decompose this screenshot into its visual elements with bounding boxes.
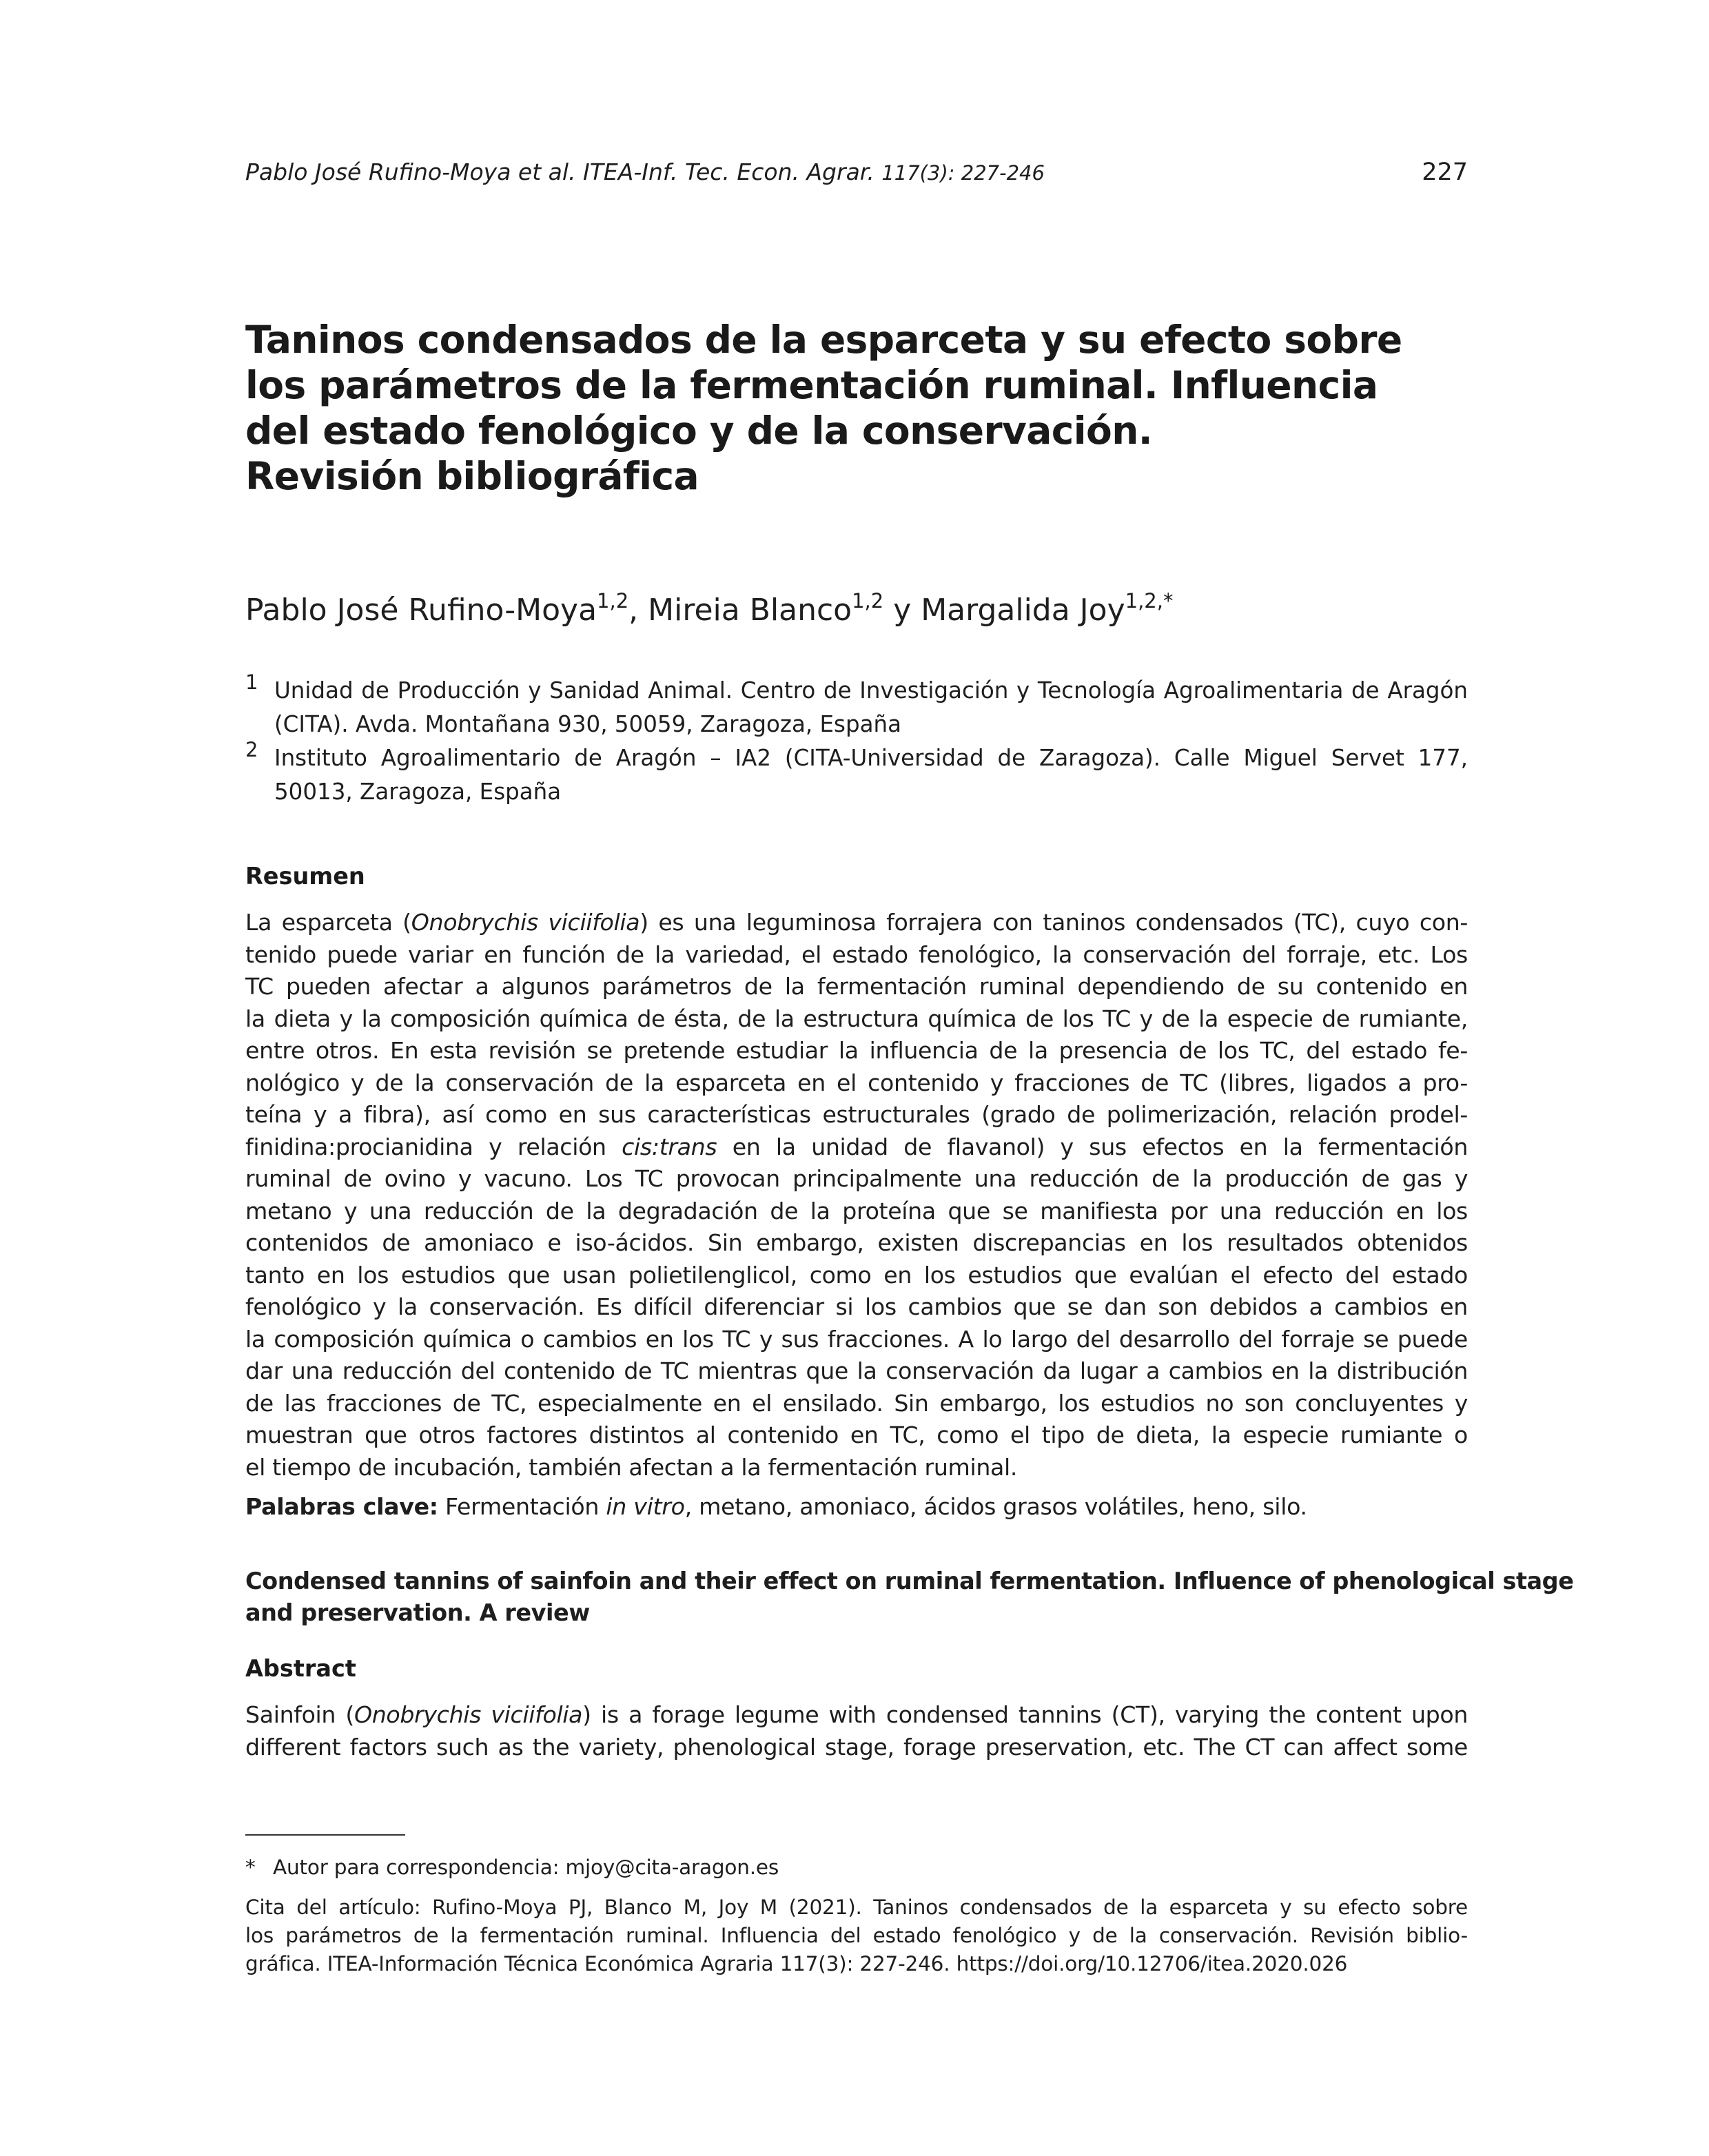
title-line: Taninos condensados de la esparceta y su efecto sobre bbox=[245, 318, 1402, 362]
article-title bbox=[245, 317, 1417, 499]
citation-line: gráfica. ITEA-Información Técnica Económica Agraria 117(3): 227-246. https://doi.org/10.12706/itea.2020.026 bbox=[245, 1952, 1348, 1975]
species-name: Onobrychis viciifolia bbox=[354, 1701, 583, 1728]
header-citation: Pablo José Rufino-Moya et al. ITEA-Inf. Tec. Econ. Agrar. bbox=[245, 158, 874, 185]
affiliations bbox=[245, 670, 1468, 809]
resumen-line: dar una reducción del contenido de TC mientras que la conservación da lugar a cambios en la distribución bbox=[245, 1357, 1468, 1384]
footnote-asterisk: * bbox=[245, 1856, 256, 1879]
resumen-line: tenido puede variar en función de la variedad, el estado fenológico, la conservación del forraje, etc. Los bbox=[245, 941, 1468, 968]
resumen-line: fenológico y la conservación. Es difícil diferenciar si los cambios que se dan son debidos a cambios en bbox=[245, 1293, 1468, 1320]
italic-term: cis:trans bbox=[622, 1133, 717, 1160]
author-name: , Mireia Blanco bbox=[628, 593, 852, 628]
resumen-line: teína y a fibra), así como en sus características estructurales (grado de polimerización, relación prodel- bbox=[245, 1101, 1468, 1128]
resumen-line: de las fracciones de TC, especialmente en el ensilado. Sin embargo, los estudios no son concluyentes y bbox=[245, 1389, 1468, 1417]
text-run: ) is a forage legume with condensed tannins (CT), varying the content upon bbox=[582, 1701, 1468, 1728]
english-title-line: Condensed tannins of sainfoin and their effect on ruminal fermentation. Influence of phenological stage bbox=[245, 1568, 1574, 1594]
text-run: finidina:procianidina y relación bbox=[245, 1133, 622, 1160]
author-affiliation-mark: 1,2 bbox=[597, 589, 629, 613]
resumen-line: ruminal de ovino y vacuno. Los TC provocan principalmente una reducción de la producción de gas y bbox=[245, 1165, 1468, 1192]
english-title-line: and preservation. A review bbox=[245, 1599, 590, 1626]
keywords bbox=[245, 1491, 1307, 1523]
page-number: 227 bbox=[1422, 158, 1468, 186]
correspondence-text: Autor para correspondencia: mjoy@cita-aragon.es bbox=[273, 1856, 779, 1879]
affiliation-text: Instituto Agroalimentario de Aragón – IA2 (CITA-Universidad de Zaragoza). Calle Miguel Servet 177, 50013, Zaragoza, España bbox=[274, 745, 1468, 805]
footnote-divider bbox=[245, 1834, 405, 1836]
text-run: La esparceta ( bbox=[245, 909, 411, 936]
affiliation-number: 1 bbox=[245, 670, 258, 694]
resumen-line: nológico y de la conservación de la esparceta en el contenido y fracciones de TC (libres, ligados a pro- bbox=[245, 1069, 1468, 1096]
affiliation-text: Unidad de Producción y Sanidad Animal. Centro de Investigación y Tecnología Agroalimentaria de Aragón (CITA). Avda. Montañana 930, 50059, Zaragoza, España bbox=[274, 677, 1468, 737]
english-title bbox=[245, 1565, 1574, 1629]
citation-line: Cita del artículo: Rufino-Moya PJ, Blanco M, Joy M (2021). Taninos condensados de la esparceta y su efecto sobre bbox=[245, 1896, 1468, 1919]
resumen-line bbox=[245, 1131, 1468, 1164]
resumen-body bbox=[245, 907, 1468, 1483]
author-name: y Margalida Joy bbox=[883, 593, 1125, 628]
author-affiliation-mark: 1,2 bbox=[852, 589, 884, 613]
resumen-line: TC pueden afectar a algunos parámetros de la fermentación ruminal dependiendo de su contenido en bbox=[245, 973, 1468, 1000]
resumen-line bbox=[245, 907, 1468, 939]
resumen-line: la composición química o cambios en los TC y sus fracciones. A lo largo del desarrollo del forraje se puede bbox=[245, 1325, 1468, 1353]
keywords-text: , metano, amoniaco, ácidos grasos volátiles, heno, silo. bbox=[684, 1493, 1307, 1520]
resumen-line: contenidos de amoniaco e iso-ácidos. Sin embargo, existen discrepancias en los resultados obtenidos bbox=[245, 1229, 1468, 1256]
abstract-body bbox=[245, 1699, 1468, 1763]
resumen-line: entre otros. En esta revisión se pretende estudiar la influencia de la presencia de los TC, del estado fe- bbox=[245, 1037, 1468, 1064]
text-run: Sainfoin ( bbox=[245, 1701, 354, 1728]
resumen-line: metano y una reducción de la degradación de la proteína que se manifiesta por una reducción en los bbox=[245, 1197, 1468, 1224]
author-affiliation-mark: 1,2,* bbox=[1125, 589, 1174, 613]
text-run: ) es una leguminosa forrajera con taninos condensados (TC), cuyo con- bbox=[639, 909, 1468, 936]
title-line: del estado fenológico y de la conservación. bbox=[245, 409, 1153, 453]
article-page bbox=[245, 0, 1574, 2156]
abstract-line: different factors such as the variety, phenological stage, forage preservation, etc. The CT can affect some bbox=[245, 1733, 1468, 1760]
author-list bbox=[245, 591, 1173, 630]
resumen-heading: Resumen bbox=[245, 863, 365, 890]
abstract-heading: Abstract bbox=[245, 1655, 356, 1682]
resumen-line: la dieta y la composición química de ésta, de la estructura química de los TC y de la especie de rumiante, bbox=[245, 1005, 1468, 1032]
italic-term: in vitro bbox=[606, 1493, 685, 1520]
citation-line: los parámetros de la fermentación ruminal. Influencia del estado fenológico y de la conservación. Revisión biblio- bbox=[245, 1924, 1468, 1947]
text-run: en la unidad de flavanol) y sus efectos en la fermentación bbox=[717, 1133, 1468, 1160]
keywords-label: Palabras clave: bbox=[245, 1493, 438, 1520]
resumen-line: tanto en los estudios que usan polietilenglicol, como en los estudios que evalúan el efecto del estado bbox=[245, 1261, 1468, 1289]
affiliation-item bbox=[245, 738, 1468, 809]
species-name: Onobrychis viciifolia bbox=[411, 909, 640, 936]
header-pages: 117(3): 227-246 bbox=[881, 161, 1045, 185]
affiliation-number: 2 bbox=[245, 738, 258, 761]
abstract-line bbox=[245, 1699, 1468, 1732]
citation-footnote bbox=[245, 1893, 1468, 1978]
keywords-text: Fermentación bbox=[438, 1493, 606, 1520]
title-line: Revisión bibliográfica bbox=[245, 454, 699, 498]
resumen-line: el tiempo de incubación, también afectan a la fermentación ruminal. bbox=[245, 1453, 1018, 1481]
running-header bbox=[245, 157, 1468, 188]
correspondence-footnote bbox=[245, 1854, 1468, 1882]
author-name: Pablo José Rufino-Moya bbox=[245, 593, 597, 628]
resumen-line: muestran que otros factores distintos al contenido en TC, como el tipo de dieta, la especie rumiante o bbox=[245, 1421, 1468, 1448]
affiliation-item bbox=[245, 670, 1468, 741]
title-line: los parámetros de la fermentación ruminal. Influencia bbox=[245, 363, 1378, 407]
